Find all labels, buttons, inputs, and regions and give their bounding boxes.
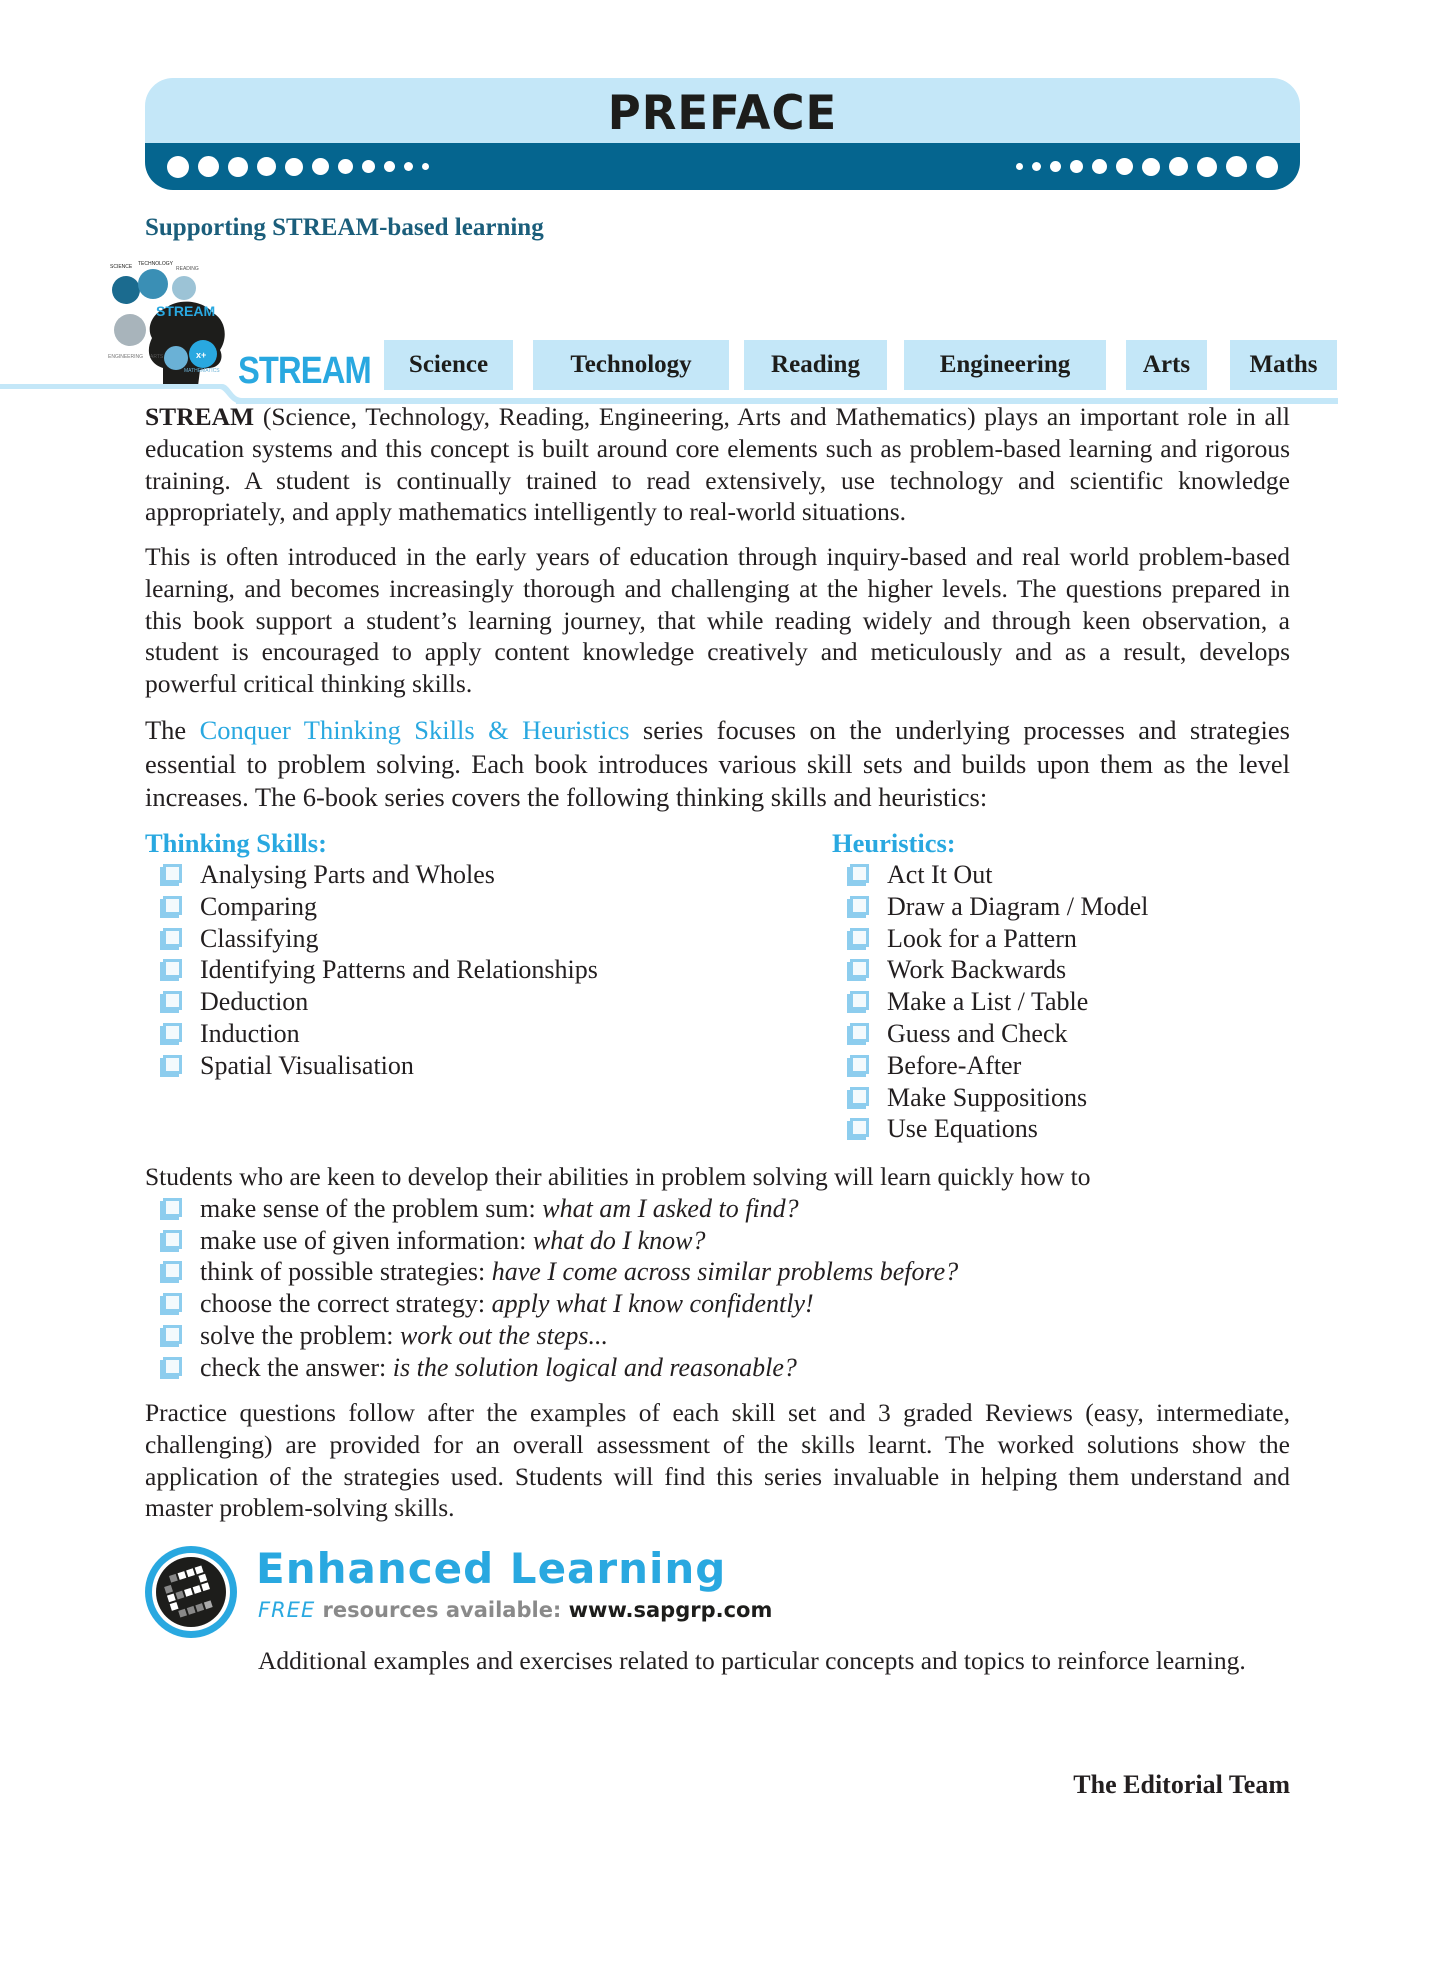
list-item-label: Guess and Check xyxy=(887,1018,1068,1048)
heuristic-item xyxy=(832,859,1148,891)
banner-dot xyxy=(1092,159,1107,174)
banner-dot xyxy=(422,163,429,170)
paragraph-practice: Practice questions follow after the examples of each skill set and 3 graded Reviews (easy, intermediate, challenging) are provided for an overall assessment of the skills learnt. The worked solutions show the application of the strategies used. Students will find this series invaluable in helping them understand and master problem-solving skills. xyxy=(145,1398,1290,1523)
banner-bottom xyxy=(145,143,1300,190)
banner-dot xyxy=(384,161,395,172)
checkbox-bullet-icon xyxy=(160,991,182,1013)
step-text: solve the problem: xyxy=(200,1320,401,1350)
thinking-skill-item xyxy=(145,1050,598,1082)
student-step-item xyxy=(145,1225,1290,1257)
svg-text:STREAM: STREAM xyxy=(156,303,216,319)
heuristic-item xyxy=(832,923,1148,955)
thinking-skill-item xyxy=(145,891,598,923)
banner-dot xyxy=(1226,156,1247,177)
checkbox-bullet-icon xyxy=(847,928,869,950)
banner-dot xyxy=(1197,157,1217,177)
heuristics-section xyxy=(832,828,1148,1145)
stream-head-logo-icon xyxy=(108,258,233,388)
enhanced-learning-logo-icon xyxy=(143,1544,239,1640)
series-name: Conquer Thinking Skills & Heuristics xyxy=(199,715,630,745)
list-item-label: Comparing xyxy=(200,891,317,921)
banner-dot xyxy=(228,157,248,177)
banner-dot xyxy=(257,157,276,176)
student-step-item xyxy=(145,1288,1290,1320)
checkbox-bullet-icon xyxy=(847,1055,869,1077)
stream-wordmark: STREAM xyxy=(238,350,371,392)
thinking-skill-item xyxy=(145,859,598,891)
resources-label: resources available: xyxy=(315,1598,569,1622)
heuristic-item xyxy=(832,986,1148,1018)
heuristic-item xyxy=(832,1018,1148,1050)
dots-left xyxy=(167,143,429,190)
checkbox-bullet-icon xyxy=(160,928,182,950)
checkbox-bullet-icon xyxy=(160,896,182,918)
banner-dot xyxy=(1256,156,1278,178)
checkbox-bullet-icon xyxy=(847,959,869,981)
paragraph-early-years: This is often introduced in the early years of education through inquiry-based and real world problem-based learning, and becomes increasingly thorough and challenging at the higher levels. The questions prepared in this book support a student’s learning journey, that while reading widely and through keen observation, a student is encouraged to apply content knowledge creatively and meticulously and as a result, develops powerful critical thinking skills. xyxy=(145,542,1290,699)
stream-tab-reading: Reading xyxy=(744,340,887,390)
checkbox-bullet-icon xyxy=(160,1023,182,1045)
heuristic-item xyxy=(832,954,1148,986)
checkbox-bullet-icon xyxy=(160,1230,182,1252)
svg-text:SCIENCE: SCIENCE xyxy=(110,264,133,270)
list-item-label: Induction xyxy=(200,1018,300,1048)
resources-url[interactable]: www.sapgrp.com xyxy=(568,1598,773,1622)
step-text: make sense of the problem sum: xyxy=(200,1193,543,1223)
banner-dot xyxy=(1116,158,1133,175)
student-step-item xyxy=(145,1320,1290,1352)
thinking-skill-item xyxy=(145,986,598,1018)
enhanced-learning-title: Enhanced Learning xyxy=(256,1544,727,1593)
heuristic-item xyxy=(832,1113,1148,1145)
list-item-label: Look for a Pattern xyxy=(887,923,1077,953)
step-text: think of possible strategies: xyxy=(200,1257,492,1287)
checkbox-bullet-icon xyxy=(160,959,182,981)
student-step-item xyxy=(145,1256,1290,1288)
list-item-label: Act It Out xyxy=(887,860,993,889)
paragraph-stream-intro xyxy=(145,401,1290,528)
checkbox-bullet-icon xyxy=(160,1357,182,1379)
thinking-skill-item xyxy=(145,1018,598,1050)
students-section xyxy=(145,1161,1290,1384)
checkbox-bullet-icon xyxy=(160,1325,182,1347)
thinking-skills-list xyxy=(145,859,598,1082)
list-item-label: Deduction xyxy=(200,987,309,1017)
series-post: series focuses on the underlying processes and strategies essential to problem solving. Each book introduces various skill sets and builds upon them as the level increases. The 6-book series covers the following thinking skills and heuristics: xyxy=(145,715,1290,812)
paragraph-series xyxy=(145,714,1290,815)
checkbox-bullet-icon xyxy=(160,864,182,886)
checkbox-bullet-icon xyxy=(160,1261,182,1283)
students-steps-list xyxy=(145,1193,1290,1384)
stream-tab-science: Science xyxy=(384,340,513,390)
banner-dot xyxy=(1142,158,1160,176)
enhanced-learning-subtitle xyxy=(258,1598,772,1622)
banner-dot xyxy=(338,159,353,174)
list-item-label: Spatial Visualisation xyxy=(200,1050,414,1080)
banner-dot xyxy=(1016,163,1023,170)
banner-dot xyxy=(404,162,413,171)
banner-dot xyxy=(362,160,375,173)
checkbox-bullet-icon xyxy=(160,1293,182,1315)
banner-dot xyxy=(312,158,329,175)
step-question: work out the steps... xyxy=(400,1320,609,1350)
banner-dot xyxy=(1070,160,1083,173)
checkbox-bullet-icon xyxy=(160,1055,182,1077)
thinking-skills-section xyxy=(145,828,598,1082)
stream-intro-text: (Science, Technology, Reading, Engineering, Arts and Mathematics) plays an important role in all education systems and this concept is built around core elements such as problem-based learning and rigorous training. A student is continually trained to read extensively, use technology and scientific knowledge appropriately, and apply mathematics intelligently to real-world situations. xyxy=(145,402,1290,527)
checkbox-bullet-icon xyxy=(847,1087,869,1109)
heuristics-list xyxy=(832,859,1148,1145)
list-item-label: Use Equations xyxy=(887,1114,1038,1144)
banner-dot xyxy=(285,158,303,176)
list-item-label: Identifying Patterns and Relationships xyxy=(200,955,598,985)
preface-banner xyxy=(145,78,1300,190)
stream-tab-maths: Maths xyxy=(1230,340,1337,390)
banner-dot xyxy=(167,156,189,178)
stream-tab-technology: Technology xyxy=(533,340,729,390)
svg-text:READING: READING xyxy=(176,266,199,272)
list-item-label: Draw a Diagram / Model xyxy=(887,891,1149,921)
free-label: FREE xyxy=(258,1598,316,1622)
dots-right xyxy=(1016,143,1278,190)
students-intro: Students who are keen to develop their abilities in problem solving will learn quickly how to xyxy=(145,1162,1091,1191)
student-step-item xyxy=(145,1193,1290,1225)
signoff: The Editorial Team xyxy=(1073,1770,1290,1799)
step-question: is the solution logical and reasonable? xyxy=(392,1352,797,1382)
heuristic-item xyxy=(832,1050,1148,1082)
stream-tab-arts: Arts xyxy=(1126,340,1207,390)
banner-dot xyxy=(1050,161,1061,172)
heuristic-item xyxy=(832,891,1148,923)
section-subtitle: Supporting STREAM-based learning xyxy=(145,214,544,241)
step-text: check the answer: xyxy=(200,1352,393,1382)
list-item-label: Classifying xyxy=(200,923,319,953)
checkbox-bullet-icon xyxy=(847,991,869,1013)
step-text: make use of given information: xyxy=(200,1225,533,1255)
thinking-skill-item xyxy=(145,954,598,986)
step-question: what am I asked to find? xyxy=(542,1193,799,1223)
banner-dot xyxy=(1169,157,1188,176)
heuristic-item xyxy=(832,1082,1148,1114)
list-item-label: Before-After xyxy=(887,1050,1022,1080)
svg-text:TECHNOLOGY: TECHNOLOGY xyxy=(138,261,174,267)
svg-text:MATHEMATICS: MATHEMATICS xyxy=(184,368,220,374)
banner-dot xyxy=(198,156,219,177)
step-text: choose the correct strategy: xyxy=(200,1289,492,1319)
list-item-label: Make Suppositions xyxy=(887,1082,1088,1112)
stream-underline-left xyxy=(0,384,222,389)
checkbox-bullet-icon xyxy=(847,1023,869,1045)
svg-text:ENGINEERING: ENGINEERING xyxy=(108,354,144,360)
thinking-skill-item xyxy=(145,923,598,955)
checkbox-bullet-icon xyxy=(847,864,869,886)
series-pre: The xyxy=(145,715,200,745)
checkbox-bullet-icon xyxy=(847,1118,869,1140)
heuristics-heading: Heuristics: xyxy=(832,828,956,858)
checkbox-bullet-icon xyxy=(160,1198,182,1220)
banner-dot xyxy=(1032,162,1041,171)
step-question: apply what I know confidently! xyxy=(491,1289,814,1319)
thinking-skills-heading: Thinking Skills: xyxy=(145,828,327,858)
list-item-label: Make a List / Table xyxy=(887,987,1089,1017)
list-item-label: Work Backwards xyxy=(887,955,1067,985)
svg-text:x+: x+ xyxy=(196,350,207,360)
stream-lead: STREAM xyxy=(145,402,255,431)
checkbox-bullet-icon xyxy=(847,896,869,918)
list-item-label: Analysing Parts and Wholes xyxy=(200,860,495,889)
stream-tab-engineering: Engineering xyxy=(904,340,1106,390)
step-question: what do I know? xyxy=(532,1225,706,1255)
page-title: PREFACE xyxy=(607,84,838,141)
student-step-item xyxy=(145,1352,1290,1384)
enhanced-learning-description: Additional examples and exercises related to particular concepts and topics to reinforce learning. xyxy=(258,1646,1246,1675)
svg-text:ARTS: ARTS xyxy=(150,354,164,360)
step-question: have I come across similar problems before? xyxy=(491,1257,959,1287)
